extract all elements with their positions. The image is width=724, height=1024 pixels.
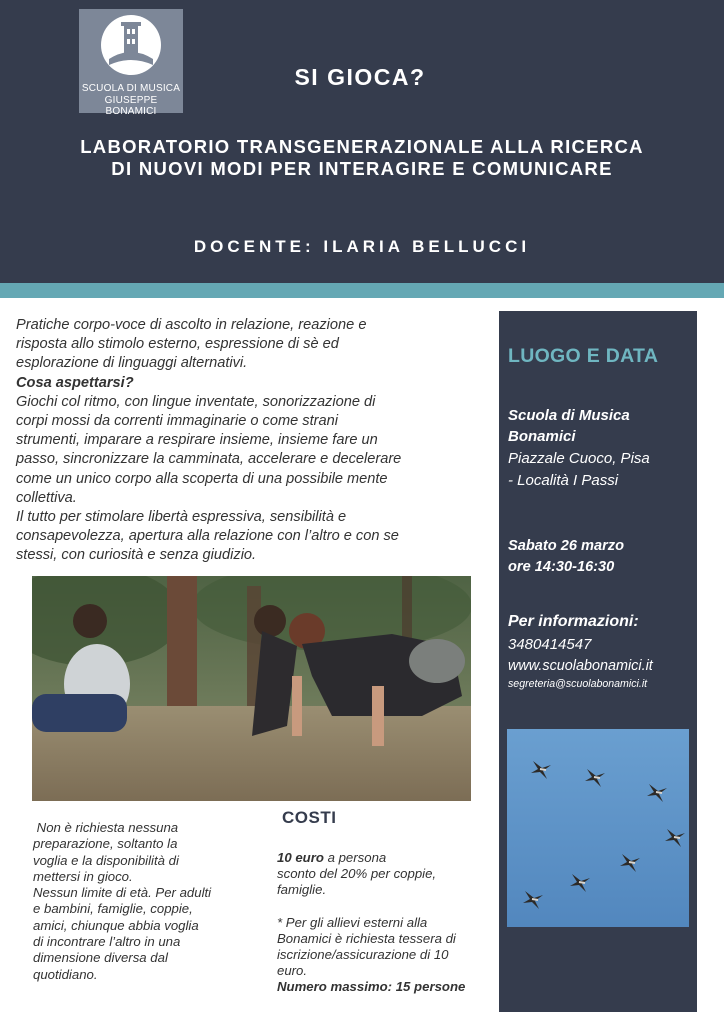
subtitle-line: LABORATORIO TRANSGENERAZIONALE ALLA RICERCA (80, 136, 644, 157)
event-date (508, 536, 693, 578)
time-line: ore 14:30-16:30 (508, 559, 615, 575)
extra-line: Bonamici è richiesta tessera di (277, 930, 456, 946)
intro-line: Giochi col ritmo, con lingue inventate, sonorizzazione di (16, 393, 376, 410)
costs-heading: COSTI (282, 808, 337, 827)
venue-name-line: Bonamici (508, 428, 576, 445)
extra-line: iscrizione/assicurazione di 10 (277, 947, 449, 963)
participation-note (33, 820, 248, 983)
note-line: Non è richiesta nessuna (33, 820, 179, 835)
price-line (277, 850, 489, 866)
logo-emblem-icon (101, 15, 161, 75)
info-heading: Per informazioni: (508, 613, 639, 630)
costs-details (277, 850, 489, 996)
subtitle (30, 136, 694, 180)
workshop-photo (32, 576, 471, 801)
max-participants: Numero massimo: 15 persone (277, 979, 466, 995)
discount-line: sconto del 20% per coppie, (277, 866, 437, 882)
flying-birds-photo (507, 729, 689, 927)
intro-line: Pratiche corpo-voce di ascolto in relazione, reazione e (16, 317, 367, 333)
note-line: di incontrare l’altro in una (33, 934, 181, 950)
note-line: mettersi in gioco. (33, 868, 133, 884)
email-link[interactable]: segreteria@scuolabonamici.it (508, 678, 648, 690)
venue-name-line: Scuola di Musica (508, 407, 630, 424)
address-line: - Località I Passi (508, 472, 619, 489)
note-line: preparazione, soltanto la (33, 836, 178, 852)
note-line: quotidiano. (33, 966, 98, 982)
note-line: voglia e la disponibilità di (33, 852, 179, 868)
intro-line: passo, sincronizzare la camminata, accelerare e decelerare (16, 451, 402, 468)
intro-line: stessi, con curiosità e senza giudizio. (16, 547, 257, 564)
sidebar-info-panel (499, 311, 697, 1012)
intro-line: consapevolezza, apertura alla relazione con l’altro e con se (16, 528, 399, 545)
intro-line: Il tutto per stimolare libertà espressiva, sensibilità e (16, 509, 347, 526)
venue-address (508, 448, 693, 492)
intro-line: collettiva. (16, 489, 77, 506)
price-unit: a persona (323, 850, 387, 865)
school-logo (79, 9, 183, 117)
date-line: Sabato 26 marzo (508, 538, 624, 554)
page-title: SI GIOCA? (294, 64, 426, 90)
phone-number[interactable]: 3480414547 (508, 636, 592, 653)
intro-line: come un unico corpo alla scoperta di una possibile mente (16, 470, 388, 487)
intro-line: risposta allo stimolo esterno, espressione di sè ed (16, 336, 339, 353)
note-line: Nessun limite di età. Per adulti (33, 885, 212, 901)
note-line: amici, chiunque abbia voglia (33, 917, 199, 933)
intro-text (16, 316, 466, 566)
spacer (277, 899, 489, 915)
intro-line: esplorazione di linguaggi alternativi. (16, 355, 248, 372)
logo-text-line1: SCUOLA DI MUSICA (81, 83, 181, 94)
subtitle-line: DI NUOVI MODI PER INTERAGIRE E COMUNICARE (111, 158, 613, 179)
intro-line: corpi mossi da correnti immaginarie o come strani (16, 413, 338, 430)
discount-line: famiglie. (277, 882, 327, 898)
teal-divider (0, 283, 724, 298)
note-line: dimensione diversa dal (33, 950, 168, 966)
venue-date-heading: LUOGO E DATA (508, 345, 659, 367)
extra-line: * Per gli allievi esterni alla (277, 914, 428, 930)
venue-name (508, 405, 693, 447)
website-link[interactable]: www.scuolabonamici.it (508, 658, 653, 674)
price-amount: 10 euro (277, 850, 324, 865)
intro-line: strumenti, imparare a respirare insieme, insieme fare un (16, 432, 378, 449)
address-line: Piazzale Cuoco, Pisa (508, 450, 650, 467)
teacher-name: DOCENTE: ILARIA BELLUCCI (193, 237, 531, 256)
note-line: e bambini, famiglie, coppie, (33, 901, 193, 917)
intro-question: Cosa aspettarsi? (16, 374, 134, 391)
logo-text-line2: GIUSEPPE BONAMICI (104, 95, 158, 117)
extra-line: euro. (277, 963, 308, 979)
